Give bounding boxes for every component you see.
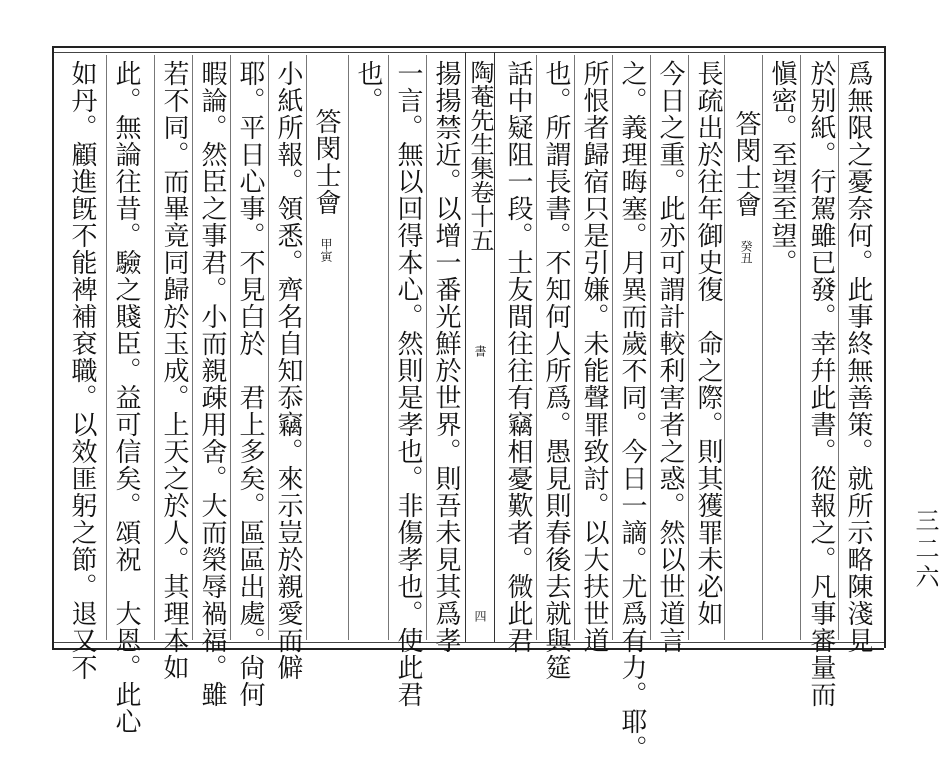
text-column-9: 也。所謂長書。不知何人所爲。愚見則春後去就與筵: [541, 60, 571, 681]
fold-leaf-number: 四: [473, 610, 487, 622]
fold-volume-text: 卷十五: [466, 180, 494, 252]
fold-book-title: [466, 60, 494, 252]
text-column-20: 如丹。顧進旣不能裨補袞職。以效匪躬之節。退又不: [67, 60, 97, 681]
column-rule: [650, 55, 651, 640]
letter-title-2: 答閔士會: [311, 108, 341, 216]
page-number: 三二六: [911, 508, 939, 592]
column-rule: [192, 55, 193, 640]
text-column-16: 耶。平日心事。不見白於 君上多矣。區區出處。尙何: [235, 60, 265, 708]
column-rule: [838, 55, 839, 640]
text-column-11: 揚揚禁近。以增一番光鮮於世界。則吾未見其爲孝: [431, 60, 461, 654]
fold-title-text: 陶菴先生集: [466, 60, 494, 180]
text-column-3: 愼密。至望至望。: [767, 60, 797, 276]
frame-top-border: [52, 46, 884, 48]
text-column-10: 話中疑阻一段。士友間往往有竊相憂歎者。微此君: [503, 60, 533, 654]
text-column-6: 今日之重。此亦可謂計較利害者之惑。然以世道言: [655, 60, 685, 654]
column-rule: [106, 55, 107, 640]
frame-left-border: [52, 46, 54, 648]
column-rule: [724, 55, 725, 640]
text-column-13: 一言。無以回得本心。然則是孝也。非傷孝也。使此君: [393, 60, 423, 708]
text-column-2: 於别紙。行駕雖已發。幸幷此書。從報之。凡事審量而: [806, 60, 836, 708]
letter-date-note-2: 甲寅: [319, 238, 333, 262]
column-rule: [230, 55, 231, 640]
text-column-18: 若不同。而畢竟同歸於玉成。上天之於人。其理本如: [159, 60, 189, 681]
text-column-8: 所恨者歸宿只是引嫌。未能聲罪致討。以大扶世道: [579, 60, 609, 654]
letter-title-1: 答閔士會: [731, 110, 761, 218]
column-rule: [388, 55, 389, 640]
column-rule: [536, 55, 537, 640]
column-rule: [574, 55, 575, 640]
fold-line-right: [494, 52, 495, 642]
text-column-14: 小紙所報。領悉。齊名自知忝竊。來示豈於親愛而僻: [273, 60, 303, 681]
text-column-5: 長疏出於往年御史復 命之際。則其獲罪未必如: [693, 60, 723, 627]
text-column-7: 之。義理晦塞。月異而歲不同。今日一謫。尤爲有力。耶。: [617, 60, 647, 762]
fold-category: 書: [473, 345, 487, 357]
text-column-12: 也。: [353, 60, 383, 114]
column-rule: [762, 55, 763, 640]
letter-date-note-1: 癸丑: [739, 240, 753, 264]
text-column-17: 暇論。然臣之事君。小而親疎用舍。大而榮辱禍福。雖: [197, 60, 227, 708]
column-rule: [688, 55, 689, 640]
column-rule: [306, 55, 307, 640]
text-column-19: 此。無論往昔。驗之賤臣。益可信矣。頌祝 大恩。此心: [111, 60, 141, 735]
text-column-1: 爲無限之憂奈何。此事終無善策。就所示略陳淺見: [843, 60, 873, 654]
column-rule: [612, 55, 613, 640]
column-rule: [426, 55, 427, 640]
column-rule: [268, 55, 269, 640]
frame-right-border: [884, 46, 886, 648]
frame-top-inner-border: [52, 52, 884, 53]
column-rule: [800, 55, 801, 640]
column-rule: [348, 55, 349, 640]
column-rule: [154, 55, 155, 640]
